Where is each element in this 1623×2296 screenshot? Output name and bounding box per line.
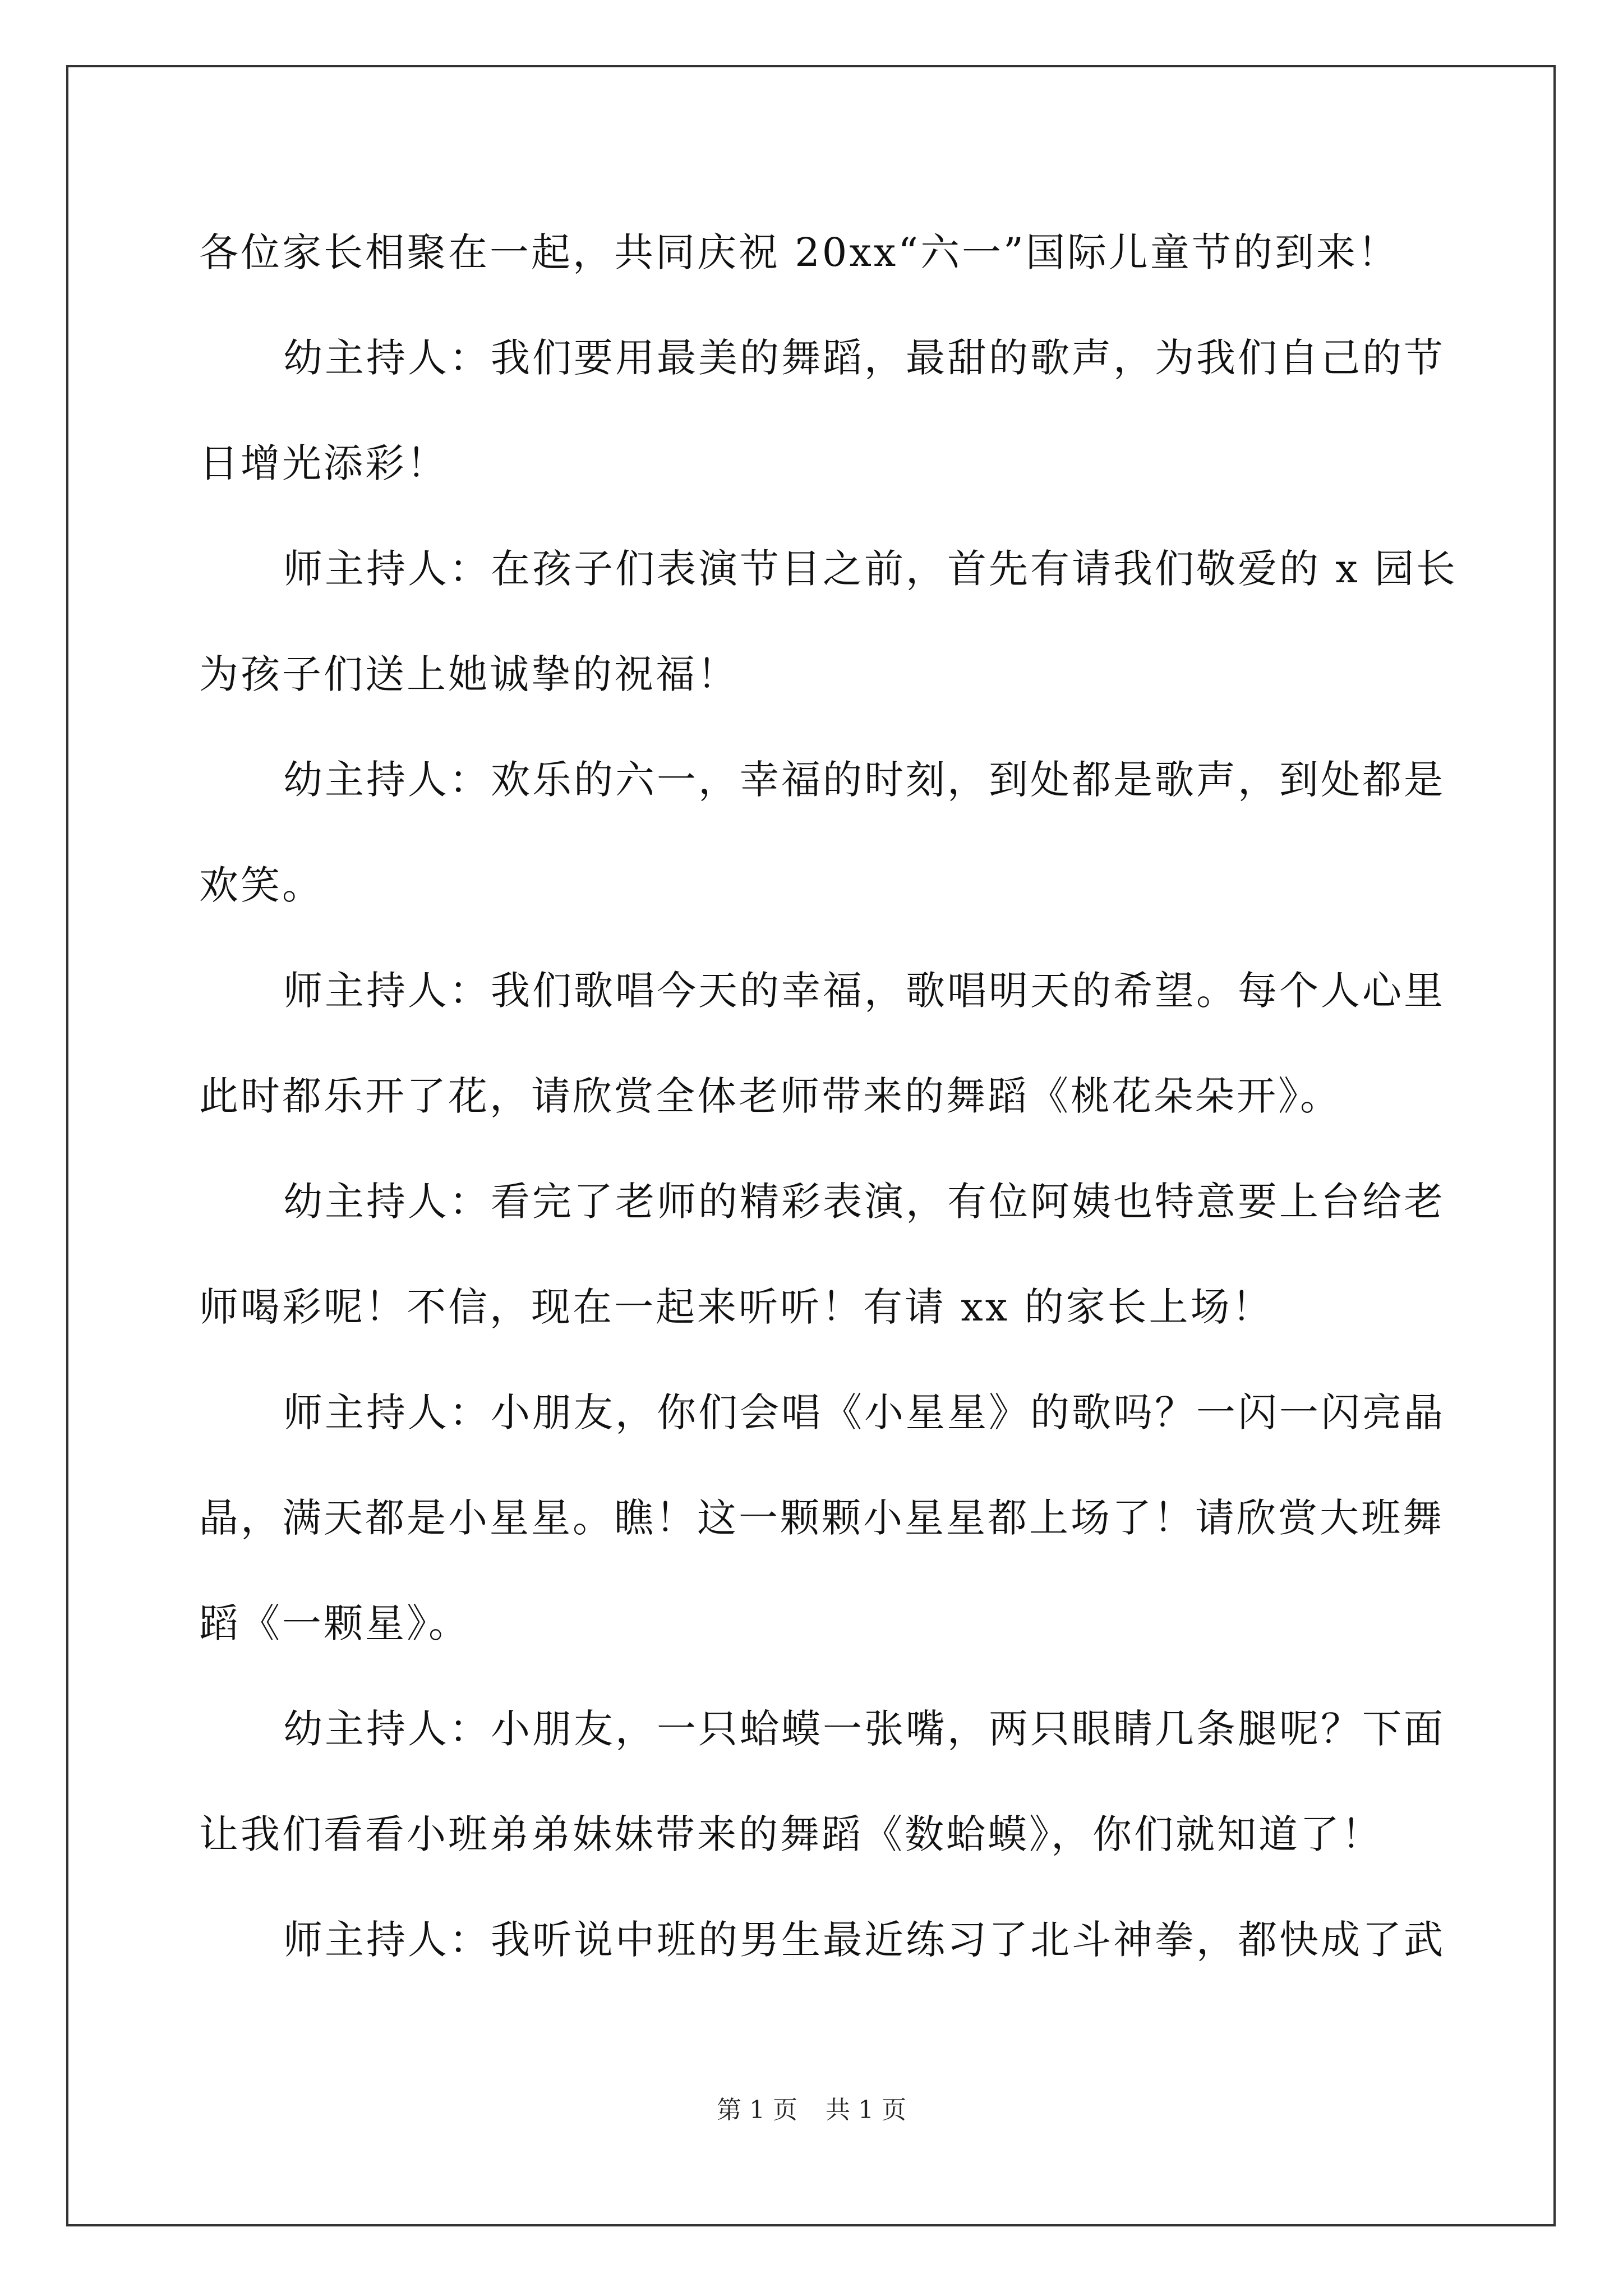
text-line-8: 师主持人：我们歌唱今天的幸福，歌唱明天的希望。每个人心里 <box>283 968 1445 1014</box>
text-line-9: 此时都乐开了花，请欣赏全体老师带来的舞蹈《桃花朵朵开》。 <box>199 1073 1341 1119</box>
text-line-2: 幼主持人：我们要用最美的舞蹈，最甜的歌声，为我们自己的节 <box>283 335 1445 381</box>
text-line-16: 让我们看看小班弟弟妹妹带来的舞蹈《数蛤蟆》，你们就知道了！ <box>199 1811 1383 1857</box>
text-line-14: 蹈《一颗星》。 <box>199 1600 470 1646</box>
text-line-10: 幼主持人：看完了老师的精彩表演，有位阿姨也特意要上台给老 <box>283 1179 1445 1225</box>
text-line-5: 为孩子们送上她诚挚的祝福！ <box>199 651 739 697</box>
text-line-7: 欢笑。 <box>199 862 324 908</box>
text-line-11: 师喝彩呢！不信，现在一起来听听！有请 xx 的家长上场！ <box>199 1284 1274 1330</box>
text-line-15: 幼主持人：小朋友，一只蛤蟆一张嘴，两只眼睛几条腿呢？下面 <box>283 1706 1445 1752</box>
text-line-4: 师主持人：在孩子们表演节目之前，首先有请我们敬爱的 x 园长 <box>283 546 1458 592</box>
page-border <box>66 65 1556 2226</box>
text-line-6: 幼主持人：欢乐的六一，幸福的时刻，到处都是歌声，到处都是 <box>283 757 1445 803</box>
text-line-13: 晶，满天都是小星星。瞧！这一颗颗小星星都上场了！请欣赏大班舞 <box>199 1495 1444 1541</box>
text-line-17: 师主持人：我听说中班的男生最近练习了北斗神拳，都快成了武 <box>283 1917 1445 1963</box>
page-total: 共 1 页 <box>826 2096 906 2124</box>
text-line-1: 各位家长相聚在一起，共同庆祝 20xx“六一”国际儿童节的到来！ <box>199 229 1399 275</box>
page-footer <box>0 2093 1623 2127</box>
page-number: 第 1 页 <box>717 2096 797 2124</box>
text-line-3: 日增光添彩！ <box>199 440 448 486</box>
text-line-12: 师主持人：小朋友，你们会唱《小星星》的歌吗？一闪一闪亮晶 <box>283 1389 1445 1435</box>
